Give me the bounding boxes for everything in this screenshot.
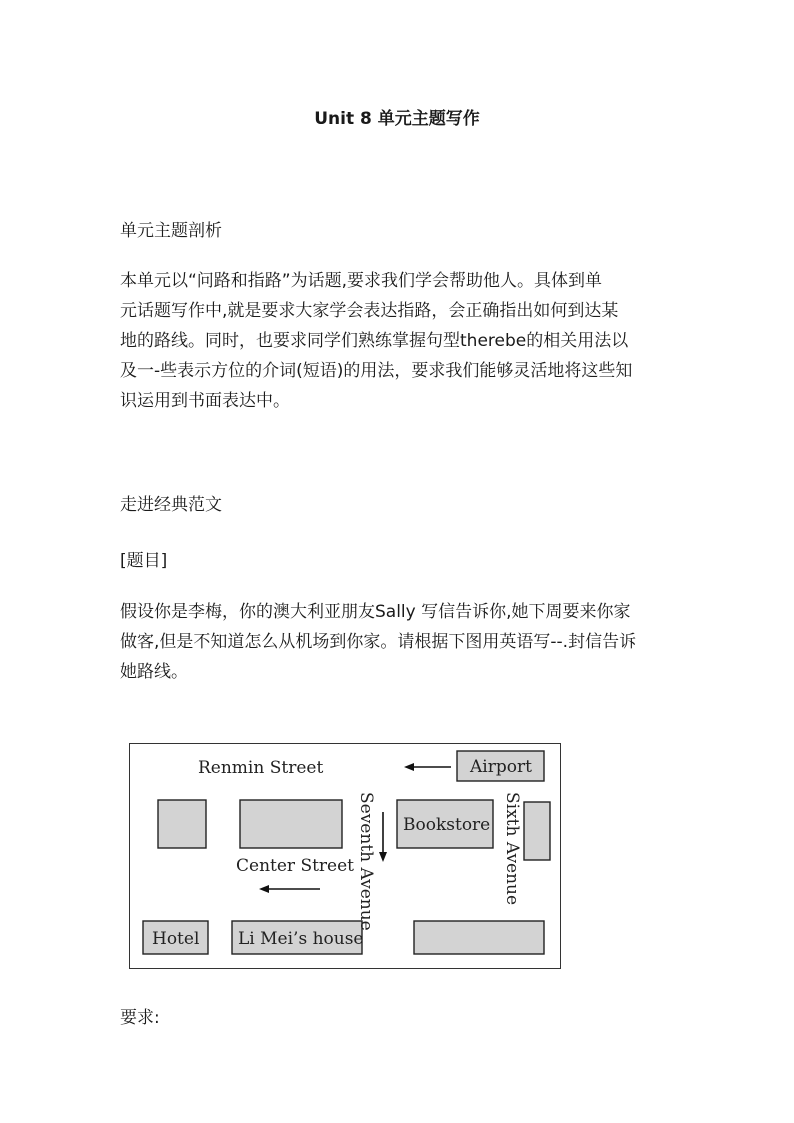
task-line: 她路线。: [120, 662, 188, 682]
block-bottom-right: [414, 921, 544, 954]
route-map-canvas: [130, 744, 562, 970]
block-top-left: [240, 800, 342, 848]
analysis-line: 元话题写作中,就是要求大家学会表达指路，会正确指出如何到达某: [120, 301, 619, 321]
analysis-line: 本单元以“问路和指路”为话题,要求我们学会帮助他人。具体到单: [120, 271, 603, 291]
requirements-label: 要求:: [120, 1008, 160, 1028]
analysis-line: 地的路线。同时，也要求同学们熟练掌握句型therebe的相关用法以: [120, 331, 629, 351]
arrow-down-seventh: [379, 812, 387, 862]
sixth-avenue-label: Sixth Avenue: [502, 792, 522, 906]
analysis-paragraph: [120, 266, 680, 416]
hotel-label: Hotel: [152, 929, 200, 949]
task-line: 假设你是李梅，你的澳大利亚朋友Sally 写信告诉你,她下周要来你家: [120, 602, 631, 622]
block-right-small: [524, 802, 550, 860]
analysis-line: 及一-些表示方位的介词(短语)的用法，要求我们能够灵活地将这些知: [120, 361, 633, 381]
task-paragraph: [120, 597, 680, 687]
block-top-far-left: [158, 800, 206, 848]
renmin-street-label: Renmin Street: [198, 758, 324, 778]
section-heading-analysis: 单元主题剖析: [120, 221, 222, 241]
analysis-line: 识运用到书面表达中。: [120, 391, 290, 411]
arrow-left-center: [259, 885, 320, 893]
center-street-label: Center Street: [236, 856, 354, 876]
bookstore-label: Bookstore: [403, 815, 491, 835]
topic-label: [题目]: [120, 551, 168, 571]
airport-label: Airport: [470, 757, 532, 777]
task-line: 做客,但是不知道怎么从机场到你家。请根据下图用英语写--.封信告诉: [120, 632, 637, 652]
section-heading-classic: 走进经典范文: [120, 495, 222, 515]
arrow-left-renmin: [404, 763, 451, 771]
li-mei-house-label: Li Mei’s house: [238, 929, 364, 949]
seventh-avenue-label: Seventh Avenue: [356, 792, 376, 931]
document-title: Unit 8 单元主题写作: [314, 109, 480, 129]
route-map: [129, 743, 561, 969]
